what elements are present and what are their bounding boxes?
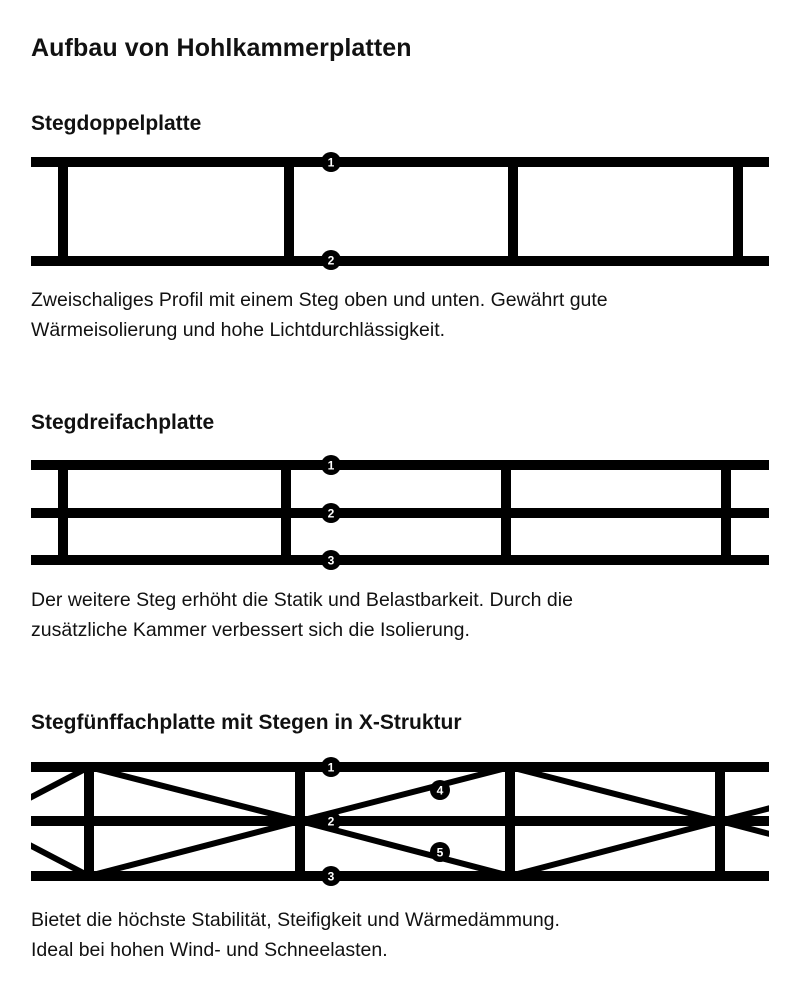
description-stegfuenffachplatte: Bietet die höchste Stabilität, Steifigkeit und Wärmedämmung. Ideal bei hohen Wind- und Schneelasten.: [31, 909, 560, 961]
marker-1: [321, 152, 341, 172]
vertical-web: [733, 157, 743, 266]
top-layer: [31, 762, 769, 772]
bottom-layer: [31, 871, 769, 881]
section-title-stegfuenffachplatte: Stegfünffachplatte mit Stegen in X-Struktur: [31, 711, 462, 734]
vertical-web: [284, 157, 294, 266]
vertical-web: [721, 460, 731, 565]
vertical-web: [508, 157, 518, 266]
vertical-web: [58, 157, 68, 266]
marker-2: [321, 503, 341, 523]
svg-text:3: 3: [327, 869, 335, 884]
svg-text:1: 1: [327, 760, 335, 775]
diagram-stegfuenffachplatte: [0, 750, 800, 890]
marker-4: [430, 780, 450, 800]
svg-text:1: 1: [327, 458, 335, 473]
marker-1: [321, 455, 341, 475]
svg-text:2: 2: [327, 814, 335, 829]
vertical-web: [58, 460, 68, 565]
page-title: Aufbau von Hohlkammerplatten: [31, 34, 412, 62]
svg-text:5: 5: [436, 845, 444, 860]
middle-layer: [31, 816, 769, 826]
marker-5: [430, 842, 450, 862]
top-layer: [31, 460, 769, 470]
marker-1: [321, 757, 341, 777]
description-stegdoppelplatte: Zweischaliges Profil mit einem Steg oben und unten. Gewährt gute Wärmeisolierung und hohe Lichtdurchlässigkeit.: [31, 289, 608, 341]
marker-3: [321, 866, 341, 886]
description-stegdreifachplatte: Der weitere Steg erhöht die Statik und Belastbarkeit. Durch die zusätzliche Kammer verbessert sich die Isolierung.: [31, 589, 573, 641]
svg-text:2: 2: [327, 506, 335, 521]
vertical-web: [84, 762, 94, 881]
section-title-stegdoppelplatte: Stegdoppelplatte: [31, 112, 202, 135]
marker-2: [321, 250, 341, 270]
vertical-web: [281, 460, 291, 565]
middle-layer: [31, 508, 769, 518]
bottom-layer: [31, 555, 769, 565]
section-title-stegdreifachplatte: Stegdreifachplatte: [31, 411, 215, 434]
marker-2: [321, 811, 341, 831]
vertical-web: [505, 762, 515, 881]
top-layer: [31, 157, 769, 167]
svg-text:1: 1: [327, 155, 335, 170]
svg-text:2: 2: [327, 253, 335, 268]
svg-text:3: 3: [327, 553, 335, 568]
diagram-stegdreifachplatte: [0, 450, 800, 575]
diagram-stegdoppelplatte: [0, 150, 800, 275]
vertical-web: [501, 460, 511, 565]
marker-3: [321, 550, 341, 570]
svg-text:4: 4: [436, 783, 444, 798]
bottom-layer: [31, 253, 769, 268]
